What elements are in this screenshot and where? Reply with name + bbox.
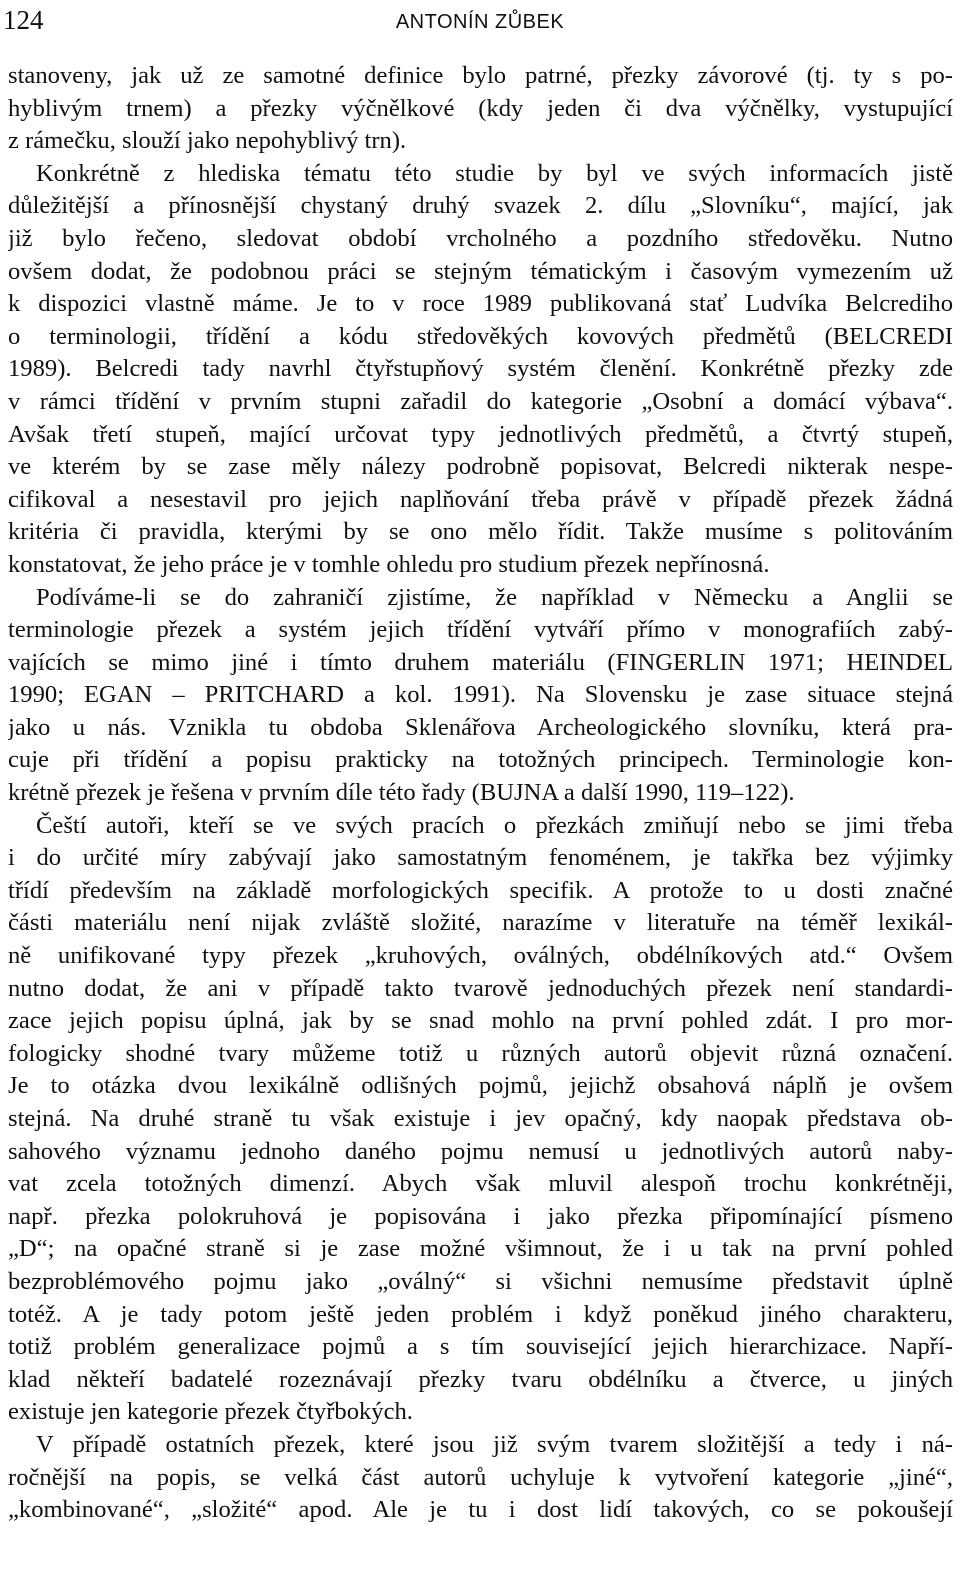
text-line: vat zcela totožných dimenzí. Abych však mluvil alespoň trochu konkrétněji, [8,1170,953,1198]
text-line: ve kterém by se zase měly nálezy podrobně popisovat, Belcredi nikterak nespe- [8,453,953,481]
text-line: části materiálu není nijak zvláště složité, narazíme v literatuře na téměř lexikál- [8,909,953,937]
text-line: terminologie přezek a systém jejich třídění vytváří přímo v monografiích zabý- [8,616,953,644]
text-line: cuje při třídění a popisu prakticky na totožných principech. Terminologie kon- [8,746,953,774]
text-line: „D“; na opačné straně si je zase možné všimnout, že i u tak na první pohled [8,1235,953,1263]
text-line: stejná. Na druhé straně tu však existuje i jev opačný, kdy naopak představa ob- [8,1105,953,1132]
text-line: k dispozici vlastně máme. Je to v roce 1989 publikovaná stať Ludvíka Belcrediho [8,290,953,318]
text-line: důležitější a přínosnější chystaný druhý svazek 2. dílu „Slovníku“, mající, jak [8,192,953,220]
text-line: krétně přezek je řešena v prvním díle této řady (BUJNA a další 1990, 119–122). [8,779,795,807]
text-line: Podíváme-li se do zahraničí zjistíme, že například v Německu a Anglii se [36,583,953,611]
body-text [8,60,953,1527]
text-line: stanoveny, jak už ze samotné definice bylo patrné, přezky závorové (tj. ty s po- [8,62,953,89]
text-line: i do určité míry zabývají jako samostatným fenoménem, je takřka bez výjimky [8,844,953,872]
text-line: „kombinované“, „složité“ apod. Ale je tu i dost lidí takových, co se pokoušejí [8,1496,953,1524]
text-line: bezproblémového pojmu jako „oválný“ si všichni nemusíme představit úplně [8,1267,953,1295]
text-line: klad někteří badatelé rozeznávají přezky tvaru obdélníku a čtverce, u jiných [8,1365,953,1393]
text-line: v rámci třídění v prvním stupni zařadil do kategorie „Osobní a domácí výbava“. [8,387,953,415]
text-line: konstatovat, že jeho práce je v tomhle ohledu pro studium přezek nepřínosná. [8,550,770,578]
text-line: sahového významu jednoho daného pojmu nemusí u jednotlivých autorů naby- [8,1137,953,1165]
running-head: ANTONÍN ZŮBEK [395,11,565,33]
text-line: Čeští autoři, kteří se ve svých pracích o přezkách zmiňují nebo se jimi třeba [36,811,953,839]
text-line: Je to otázka dvou lexikálně odlišných pojmů, jejichž obsahová náplň je ovšem [8,1072,953,1100]
text-line: třídí především na základě morfologických specifik. A protože to u dosti značné [8,876,953,904]
text-line: existuje jen kategorie přezek čtyřbokých. [8,1398,413,1426]
text-line: 1990; EGAN – PRITCHARD a kol. 1991). Na Slovensku je zase situace stejná [8,681,953,709]
text-line: nutno dodat, že ani v případě takto tvarově jednoduchých přezek není standardi- [8,974,953,1002]
text-line: zace jejich popisu úplná, jak by se snad mohlo na první pohled zdát. I pro mor- [8,1007,953,1035]
page-header [0,4,960,40]
text-line: např. přezka polokruhová je popisována i jako přezka připomínající písmeno [8,1202,953,1230]
text-line: ročnější na popis, se velká část autorů uchyluje k vytvoření kategorie „jiné“, [8,1463,953,1491]
text-line: kritéria či pravidla, kterými by se ono mělo řídit. Takže musíme s politováním [8,518,953,546]
text-line: cifikoval a nesestavil pro jejich naplňování třeba právě v případě přezek žádná [8,485,953,513]
text-line: vajících se mimo jiné i tímto druhem materiálu (FINGERLIN 1971; HEINDEL [8,648,953,676]
text-line: totéž. A je tady potom ještě jeden problém i když poněkud jiného charakteru, [8,1300,953,1328]
text-line: ně unifikované typy přezek „kruhových, oválných, obdélníkových atd.“ Ovšem [8,942,953,970]
text-line: o terminologii, třídění a kódu středověkých kovových předmětů (BELCREDI [8,322,953,350]
text-line: jako u nás. Vznikla tu obdoba Sklenářova Archeologického slovníku, která pra- [8,713,953,741]
text-line: ovšem dodat, že podobnou práci se stejným tématickým i časovým vymezením už [8,257,953,285]
text-line: hyblivým trnem) a přezky výčnělkové (kdy jeden či dva výčnělky, vystupující [8,94,953,122]
text-line: již bylo řečeno, sledovat období vrcholného a pozdního středověku. Nutno [8,224,953,252]
text-line: Avšak třetí stupeň, mající určovat typy jednotlivých předmětů, a čtvrtý stupeň, [8,420,953,448]
page-number: 124 [3,5,44,35]
text-line: z rámečku, slouží jako nepohyblivý trn). [8,127,407,155]
text-line: V případě ostatních přezek, které jsou již svým tvarem složitější a tedy i ná- [36,1430,953,1458]
text-line: totiž problém generalizace pojmů a s tím související jejich hierarchizace. Napří- [8,1333,953,1361]
text-line: fologicky shodné tvary můžeme totiž u různých autorů objevit různá označení. [8,1039,953,1067]
text-line: 1989). Belcredi tady navrhl čtyřstupňový systém členění. Konkrétně přezky zde [8,355,953,383]
text-line: Konkrétně z hlediska tématu této studie by byl ve svých informacích jistě [36,159,953,187]
